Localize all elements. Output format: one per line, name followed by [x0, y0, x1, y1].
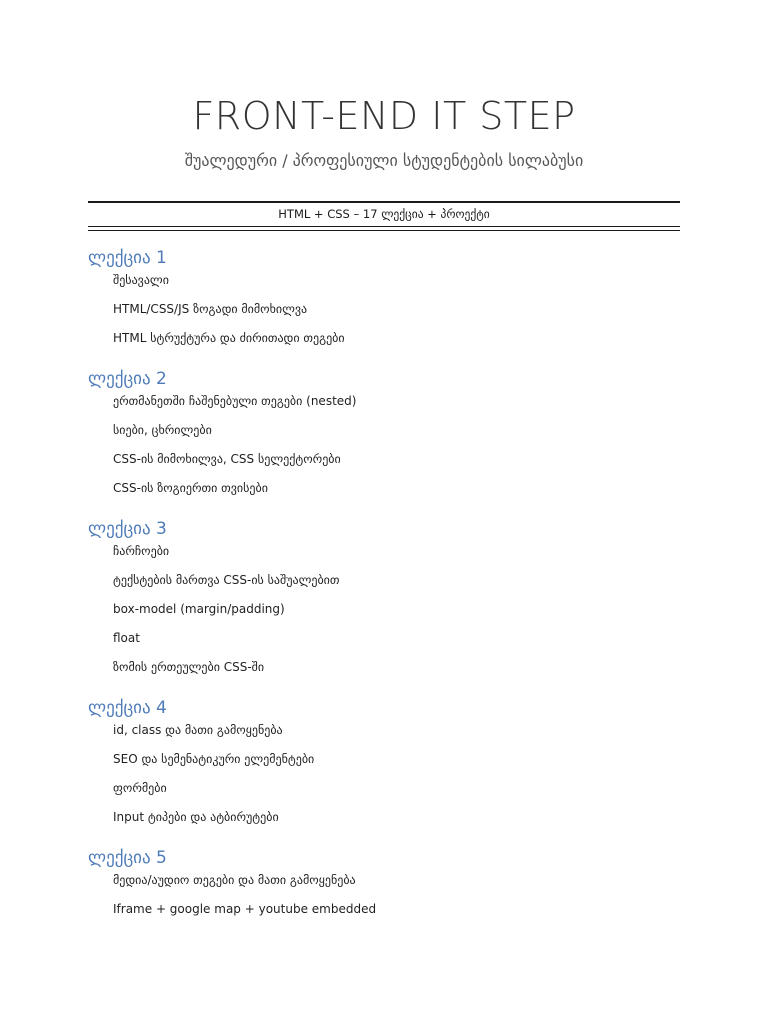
lecture-topic: box-model (margin/padding): [113, 602, 285, 616]
lecture-topic: CSS-ის ზოგიერთი თვისები: [113, 481, 268, 495]
lecture-topic: HTML სტრუქტურა და ძირითადი თეგები: [113, 331, 345, 345]
lecture-topic: HTML/CSS/JS ზოგადი მიმოხილვა: [113, 302, 308, 316]
bottom-double-divider: [88, 226, 680, 231]
lecture-topic: ზომის ერთეულები CSS-ში: [113, 660, 265, 674]
lecture-heading: ლექცია 1: [88, 248, 167, 268]
course-summary: HTML + CSS – 17 ლექცია + პროექტი: [278, 207, 490, 221]
lecture-section: [88, 246, 680, 357]
lecture-topic: ერთმანეთში ჩაშენებული თეგები (nested): [113, 394, 357, 408]
lecture-topic: Iframe + google map + youtube embedded: [113, 902, 377, 916]
document-title: FRONT-END IT STEP: [192, 94, 576, 138]
top-divider: [88, 201, 680, 203]
lecture-heading: ლექცია 2: [88, 369, 167, 389]
lecture-heading: ლექცია 4: [88, 698, 167, 718]
lecture-topic: სიები, ცხრილები: [113, 423, 212, 437]
lecture-topic: ჩარჩოები: [113, 544, 170, 558]
lecture-topic: SEO და სემენატიკური ელემენტები: [113, 752, 315, 766]
lecture-section: [88, 517, 680, 686]
lecture-topic: id, class და მათი გამოყენება: [113, 723, 283, 737]
document-subtitle: შუალედური / პროფესიული სტუდენტების სილაბუსი: [184, 151, 584, 170]
lecture-section: [88, 367, 680, 507]
lecture-topic: შესავალი: [113, 273, 169, 287]
lecture-section: [88, 846, 680, 928]
lecture-heading: ლექცია 5: [88, 848, 167, 868]
lecture-section: [88, 696, 680, 836]
lecture-topic: float: [113, 631, 140, 645]
lecture-heading: ლექცია 3: [88, 519, 167, 539]
lecture-topic: CSS-ის მიმოხილვა, CSS სელექტორები: [113, 452, 341, 466]
lecture-topic: მედია/აუდიო თეგები და მათი გამოყენება: [113, 873, 356, 887]
lecture-topic: ტექსტების მართვა CSS-ის საშუალებით: [113, 573, 340, 587]
lecture-topic: ფორმები: [113, 781, 167, 795]
lecture-topic: Input ტიპები და ატბირუტები: [113, 810, 279, 824]
lecture-list: [88, 246, 680, 938]
